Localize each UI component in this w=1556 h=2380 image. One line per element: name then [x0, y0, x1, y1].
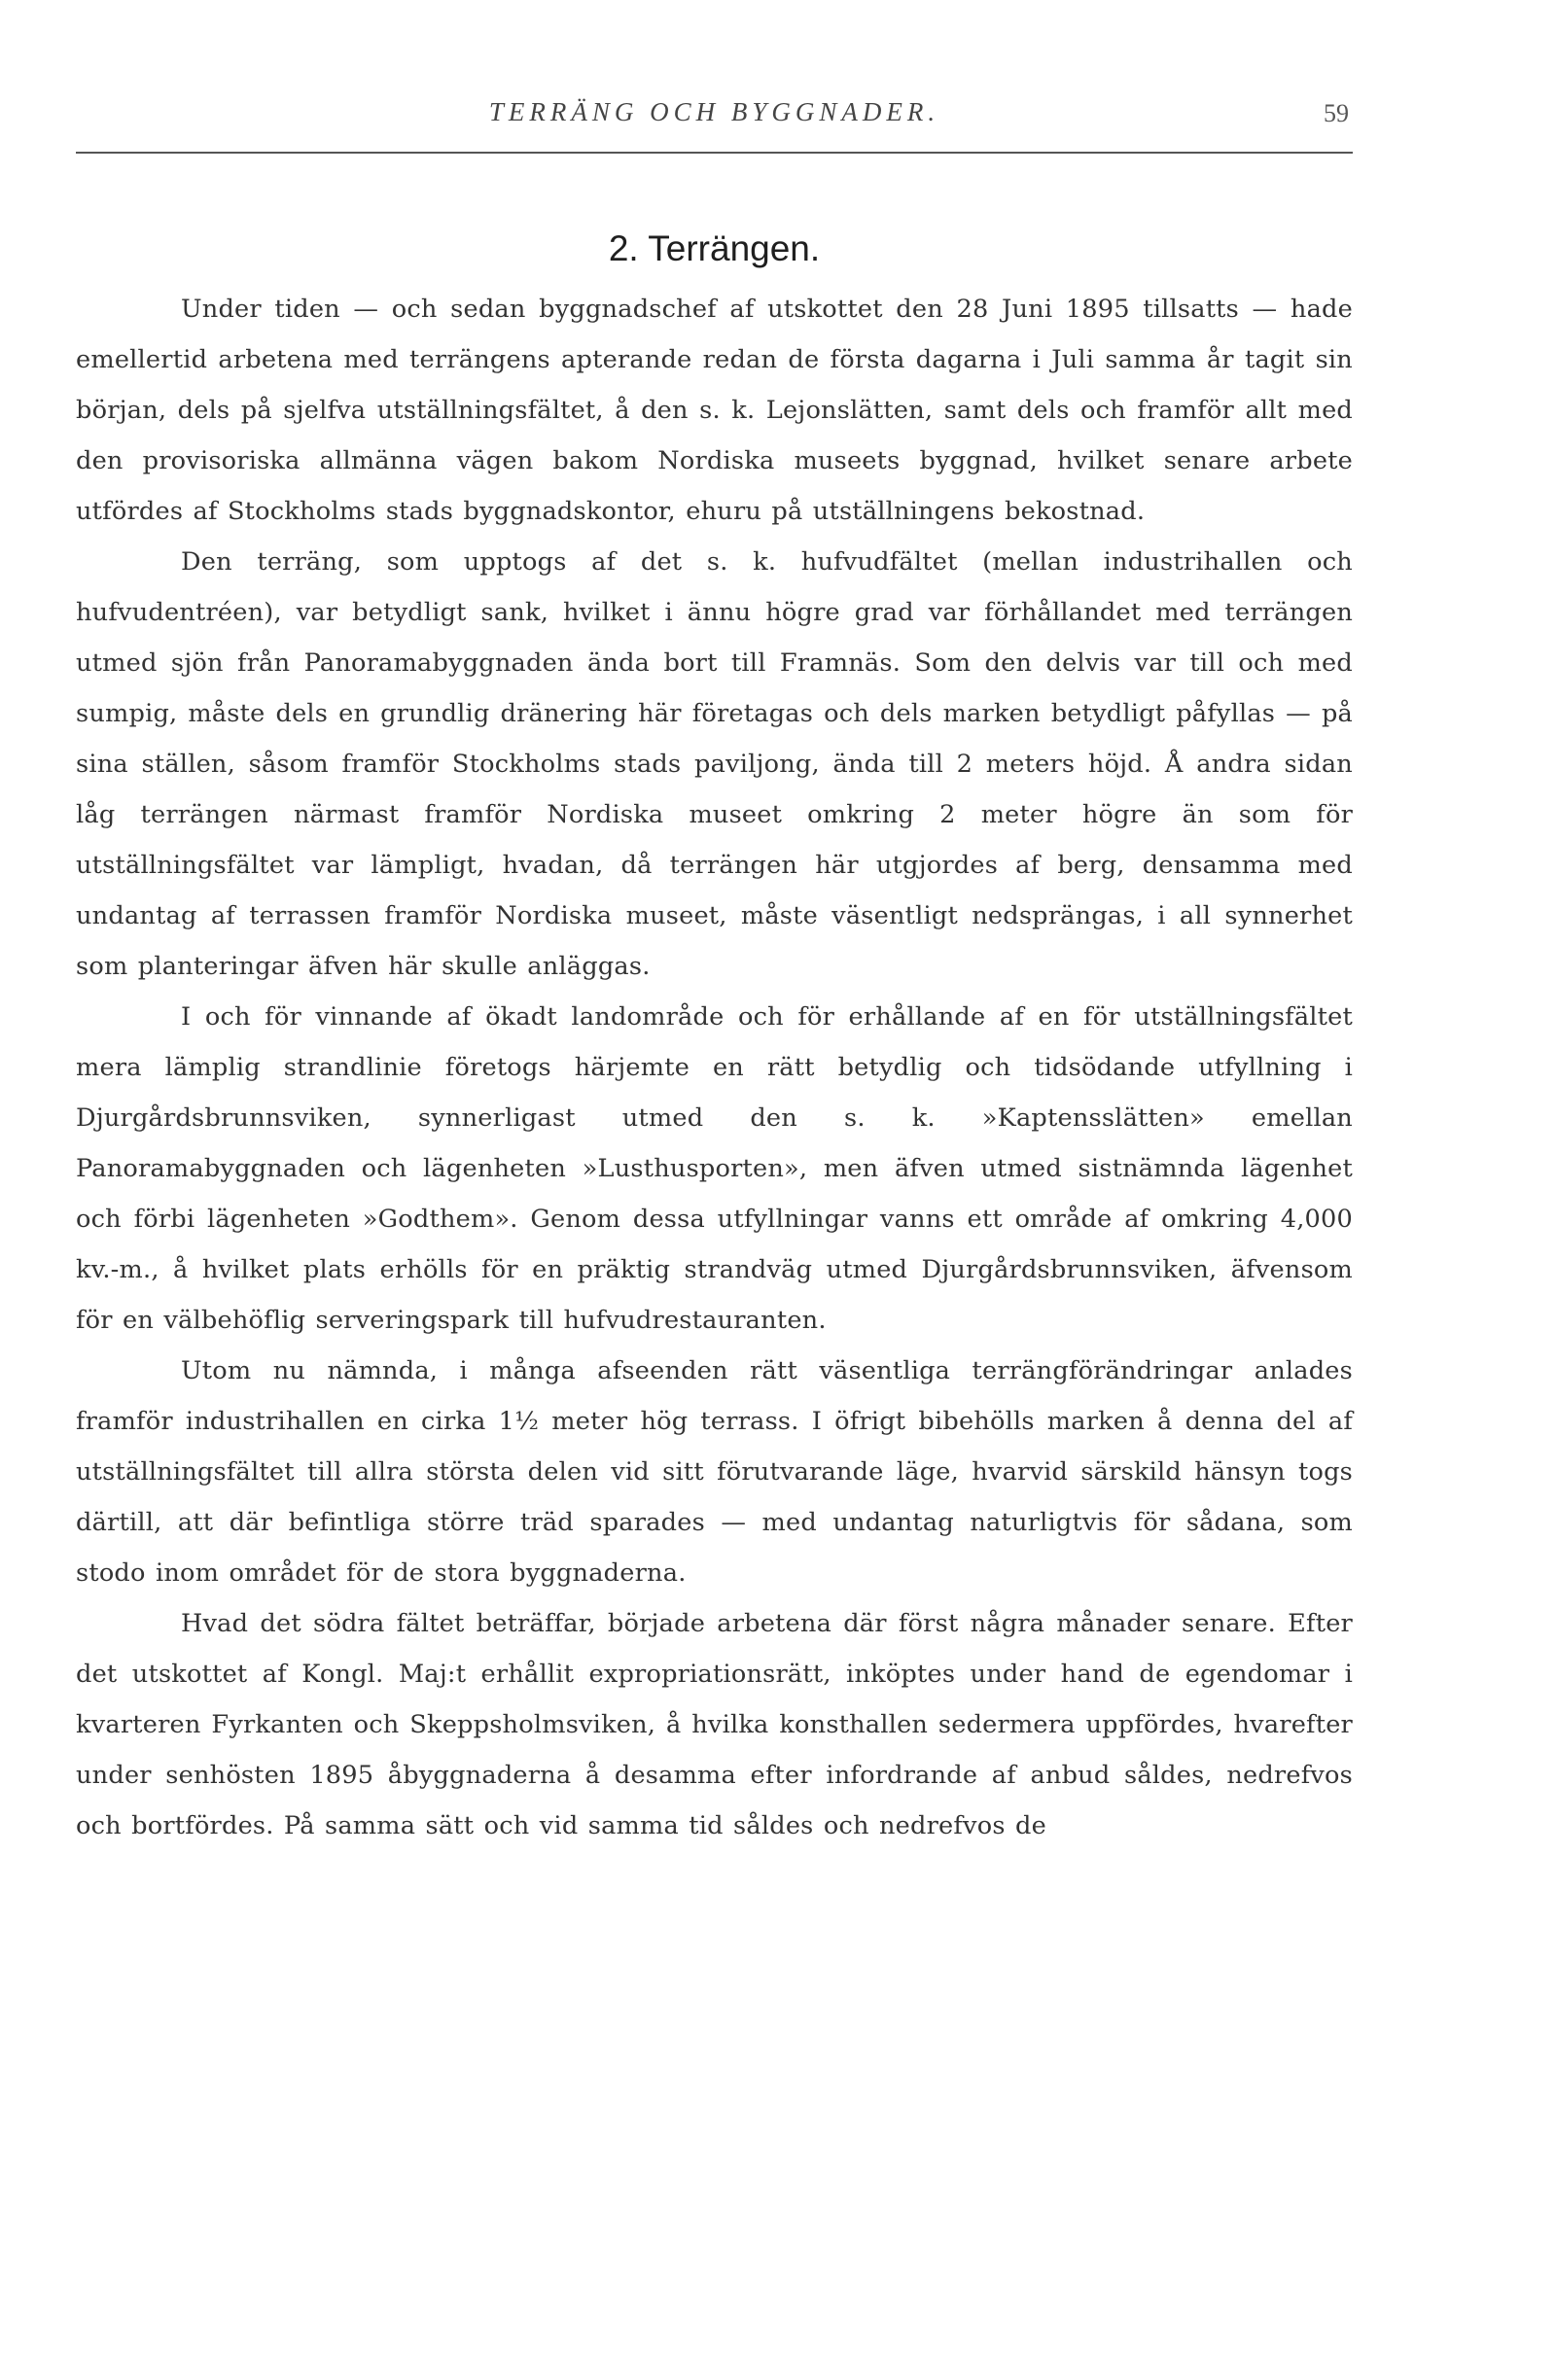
paragraph: Utom nu nämnda, i många afseenden rätt väsentliga terrängförändringar anlades framför industrihallen en cirka 1½ meter hög terrass. I öfrigt bibehölls marken å denna del af utställningsfältet till allra största delen vid sitt förutvarande läge, hvarvid särskild hänsyn togs därtill, att där befintliga större träd sparades — med undantag naturligtvis för sådana, som stodo inom området för de stora byggnaderna.: [76, 1356, 1353, 1589]
document-page: [76, 88, 1353, 2324]
body-text: [76, 284, 1353, 1851]
paragraph: Under tiden — och sedan byggnadschef af utskottet den 28 Juni 1895 tillsatts — hade emellertid arbetena med terrängens apterande redan de första dagarna i Juli samma år tagit sin början, dels på sjelfva utställningsfältet, å den s. k. Lejonslätten, samt dels och framför allt med den provisoriska allmänna vägen bakom Nordiska museets byggnad, hvilket senare arbete utfördes af Stockholms stads byggnadskontor, ehuru på utställningens bekostnad.: [76, 295, 1353, 527]
paragraph: Hvad det södra fältet beträffar, började arbetena där först några månader senare. Efter det utskottet af Kongl. Maj:t erhållit expropriationsrätt, inköptes under hand de egendomar i kvarteren Fyrkanten och Skeppsholmsviken, å hvilka konsthallen sedermera uppfördes, hvarefter under senhösten 1895 åbyggnaderna å desamma efter infordrande af anbud såldes, nedrefvos och bortfördes. På samma sätt och vid samma tid såldes och nedrefvos de: [76, 1609, 1353, 1841]
header-rule: [76, 152, 1353, 154]
paragraph: I och för vinnande af ökadt landområde och för erhållande af en för utställningsfältet mera lämplig strandlinie företogs härjemte en rätt betydlig och tidsödande utfyllning i Djurgårdsbrunnsviken, synnerligast utmed den s. k. »Kaptensslätten» emellan Panoramabyggnaden och lägenheten »Lusthusporten», men äfven utmed sistnämnda lägenhet och förbi lägenheten »Godthem». Genom dessa utfyllningar vanns ett område af omkring 4,000 kv.-m., å hvilket plats erhölls för en präktig strandväg utmed Djurgårdsbrunnsviken, äfvensom för en välbehöflig serveringspark till hufvudrestauranten.: [76, 1002, 1353, 1336]
section-heading: 2. Terrängen.: [608, 228, 821, 268]
page-header: [76, 88, 1353, 142]
page-number: 59: [1324, 99, 1349, 127]
paragraph: Den terräng, som upptogs af det s. k. hufvudfältet (mellan industrihallen och hufvudentréen), var betydligt sank, hvilket i ännu högre grad var förhållandet med terrängen utmed sjön från Panoramabyggnaden ända bort till Framnäs. Som den delvis var till och med sumpig, måste dels en grundlig dränering här företagas och dels marken betydligt påfyllas — på sina ställen, såsom framför Stockholms stads paviljong, ända till 2 meters höjd. Å andra sidan låg terrängen närmast framför Nordiska museet omkring 2 meter högre än som för utställningsfältet var lämpligt, hvadan, då terrängen här utgjordes af berg, densamma med undantag af terrassen framför Nordiska museet, måste väsentligt nedsprängas, i all synnerhet som planteringar äfven här skulle anläggas.: [76, 547, 1353, 982]
running-head: TERRÄNG OCH BYGGNADER.: [488, 97, 940, 126]
